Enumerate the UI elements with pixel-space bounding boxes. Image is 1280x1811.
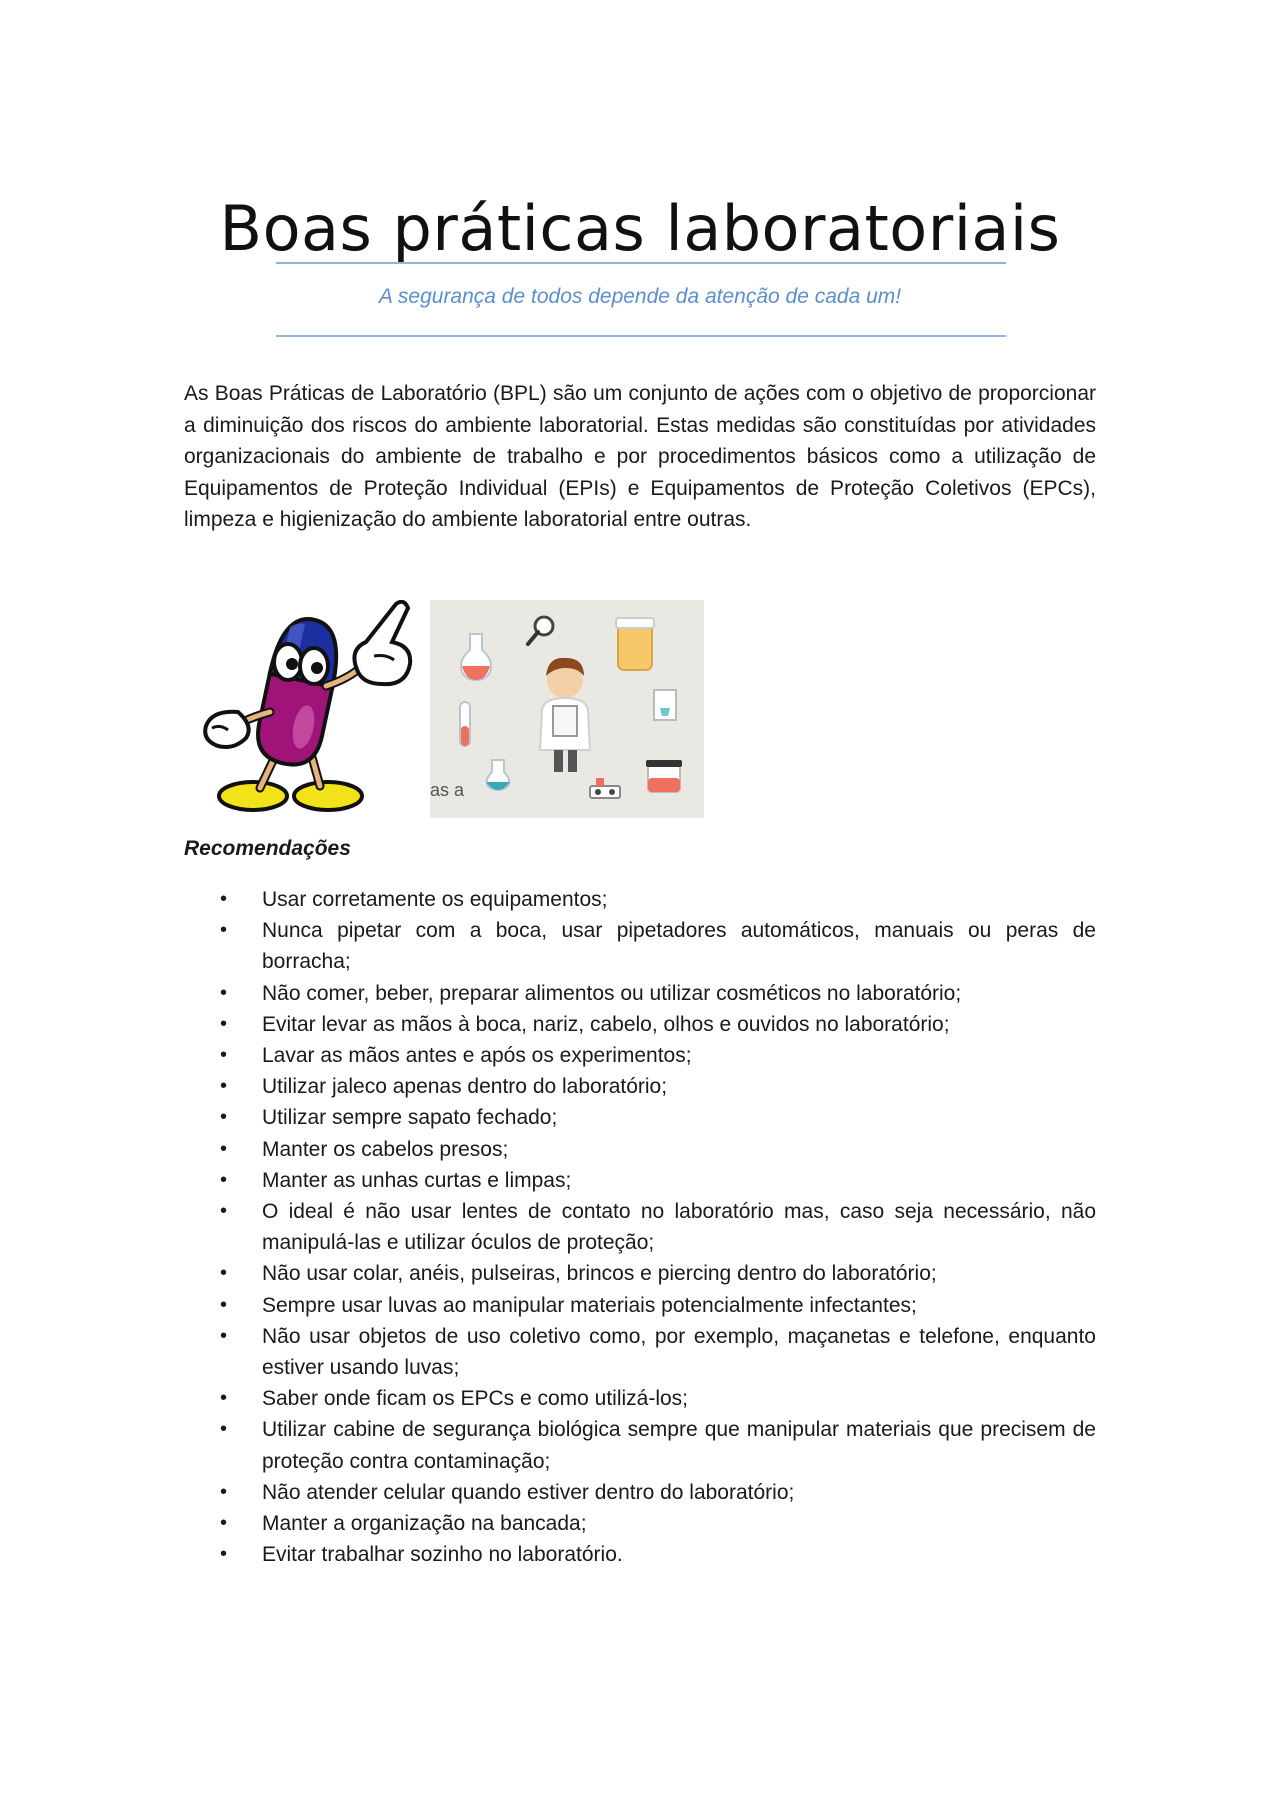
recommendation-text: Sempre usar luvas ao manipular materiais potencialmente infectantes; <box>262 1293 917 1317</box>
image-caption-fragment: as a <box>430 780 465 800</box>
lab-scientist-icon <box>430 600 704 818</box>
recommendation-item <box>184 1196 1096 1258</box>
recommendation-text: Evitar levar as mãos à boca, nariz, cabelo, olhos e ouvidos no laboratório; <box>262 1012 950 1036</box>
recommendation-item <box>184 884 1096 915</box>
bullet-icon: • <box>220 1168 228 1191</box>
subtitle-rule-bottom <box>276 335 1006 337</box>
recommendation-text: Não comer, beber, preparar alimentos ou utilizar cosméticos no laboratório; <box>262 981 962 1005</box>
bullet-icon: • <box>220 1200 228 1223</box>
recommendation-text: Manter as unhas curtas e limpas; <box>262 1168 572 1192</box>
recommendation-text: Não atender celular quando estiver dentro do laboratório; <box>262 1480 795 1504</box>
recommendation-text: Lavar as mãos antes e após os experimentos; <box>262 1044 692 1068</box>
page-title: Boas práticas laboratoriais <box>219 191 1061 265</box>
recommendation-text: Não usar objetos de uso coletivo como, por exemplo, maçanetas e telefone, enquanto estiver usando luvas; <box>262 1324 1096 1380</box>
recommendation-text: Não usar colar, anéis, pulseiras, brincos e piercing dentro do laboratório; <box>262 1262 937 1286</box>
recommendation-item <box>184 978 1096 1009</box>
recommendation-text: Utilizar sempre sapato fechado; <box>262 1106 558 1130</box>
recommendation-item <box>184 1134 1096 1165</box>
recommendation-text: Nunca pipetar com a boca, usar pipetadores automáticos, manuais ou peras de borracha; <box>262 919 1096 974</box>
bullet-icon: • <box>220 1106 228 1129</box>
bullet-icon: • <box>220 888 228 910</box>
recommendation-item <box>184 1040 1096 1071</box>
recommendation-item <box>184 1165 1096 1196</box>
recommendation-item <box>184 1383 1096 1414</box>
illustrations <box>198 600 708 820</box>
recommendation-item <box>184 1477 1096 1508</box>
bullet-icon: • <box>220 981 228 1004</box>
recommendation-text: Utilizar cabine de segurança biológica sempre que manipular materiais que precisem de proteção contra contaminação; <box>262 1418 1096 1473</box>
recommendation-text: Usar corretamente os equipamentos; <box>262 888 608 911</box>
subtitle: A segurança de todos depende da atenção de cada um! <box>378 285 902 308</box>
recommendation-item <box>184 1258 1096 1289</box>
recommendations-list <box>184 884 1096 1570</box>
bullet-icon: • <box>220 1044 228 1067</box>
recommendation-item <box>184 1508 1096 1539</box>
recommendation-text: Manter os cabelos presos; <box>262 1137 509 1161</box>
recommendation-text: Saber onde ficam os EPCs e como utilizá-los; <box>262 1387 689 1411</box>
recommendation-item <box>184 1102 1096 1133</box>
bullet-icon: • <box>220 1387 228 1410</box>
recommendations-heading: Recomendações <box>184 837 351 860</box>
recommendation-item <box>184 1071 1096 1102</box>
recommendation-text: O ideal é não usar lentes de contato no laboratório mas, caso seja necessário, não manipulá-las e utilizar óculos de proteção; <box>262 1200 1096 1255</box>
recommendation-item <box>184 1321 1096 1383</box>
bullet-icon: • <box>220 1293 228 1316</box>
bullet-icon: • <box>220 1075 228 1098</box>
lab-illustration <box>430 600 704 818</box>
bullet-icon: • <box>220 1418 228 1441</box>
bullet-icon: • <box>220 1012 228 1035</box>
bullet-icon: • <box>220 1480 228 1503</box>
bullet-icon: • <box>220 1512 228 1535</box>
recommendation-item <box>184 1539 1096 1570</box>
bullet-icon: • <box>220 919 228 942</box>
recommendation-text: Utilizar jaleco apenas dentro do laboratório; <box>262 1075 668 1099</box>
bullet-icon: • <box>220 1137 228 1160</box>
recommendation-item <box>184 1009 1096 1040</box>
recommendation-item <box>184 1290 1096 1321</box>
recommendation-text: Manter a organização na bancada; <box>262 1512 587 1536</box>
bullet-icon: • <box>220 1543 228 1566</box>
recommendation-item <box>184 915 1096 977</box>
recommendation-text: Evitar trabalhar sozinho no laboratório. <box>262 1543 623 1567</box>
capsule-mascot-icon <box>198 600 426 820</box>
recommendation-item <box>184 1414 1096 1476</box>
subtitle-rule-top <box>276 262 1006 264</box>
bullet-icon: • <box>220 1324 228 1347</box>
intro-paragraph: As Boas Práticas de Laboratório (BPL) são um conjunto de ações com o objetivo de proporcionar a diminuição dos riscos do ambiente laboratorial. Estas medidas são constituídas por atividades organizacionais do ambiente de trabalho e por procedimentos básicos como a utilização de Equipamentos de Proteção Individual (EPIs) e Equipamentos de Proteção Coletivos (EPCs), limpeza e higienização do ambiente laboratorial entre outras. <box>184 382 1096 531</box>
bullet-icon: • <box>220 1262 228 1285</box>
